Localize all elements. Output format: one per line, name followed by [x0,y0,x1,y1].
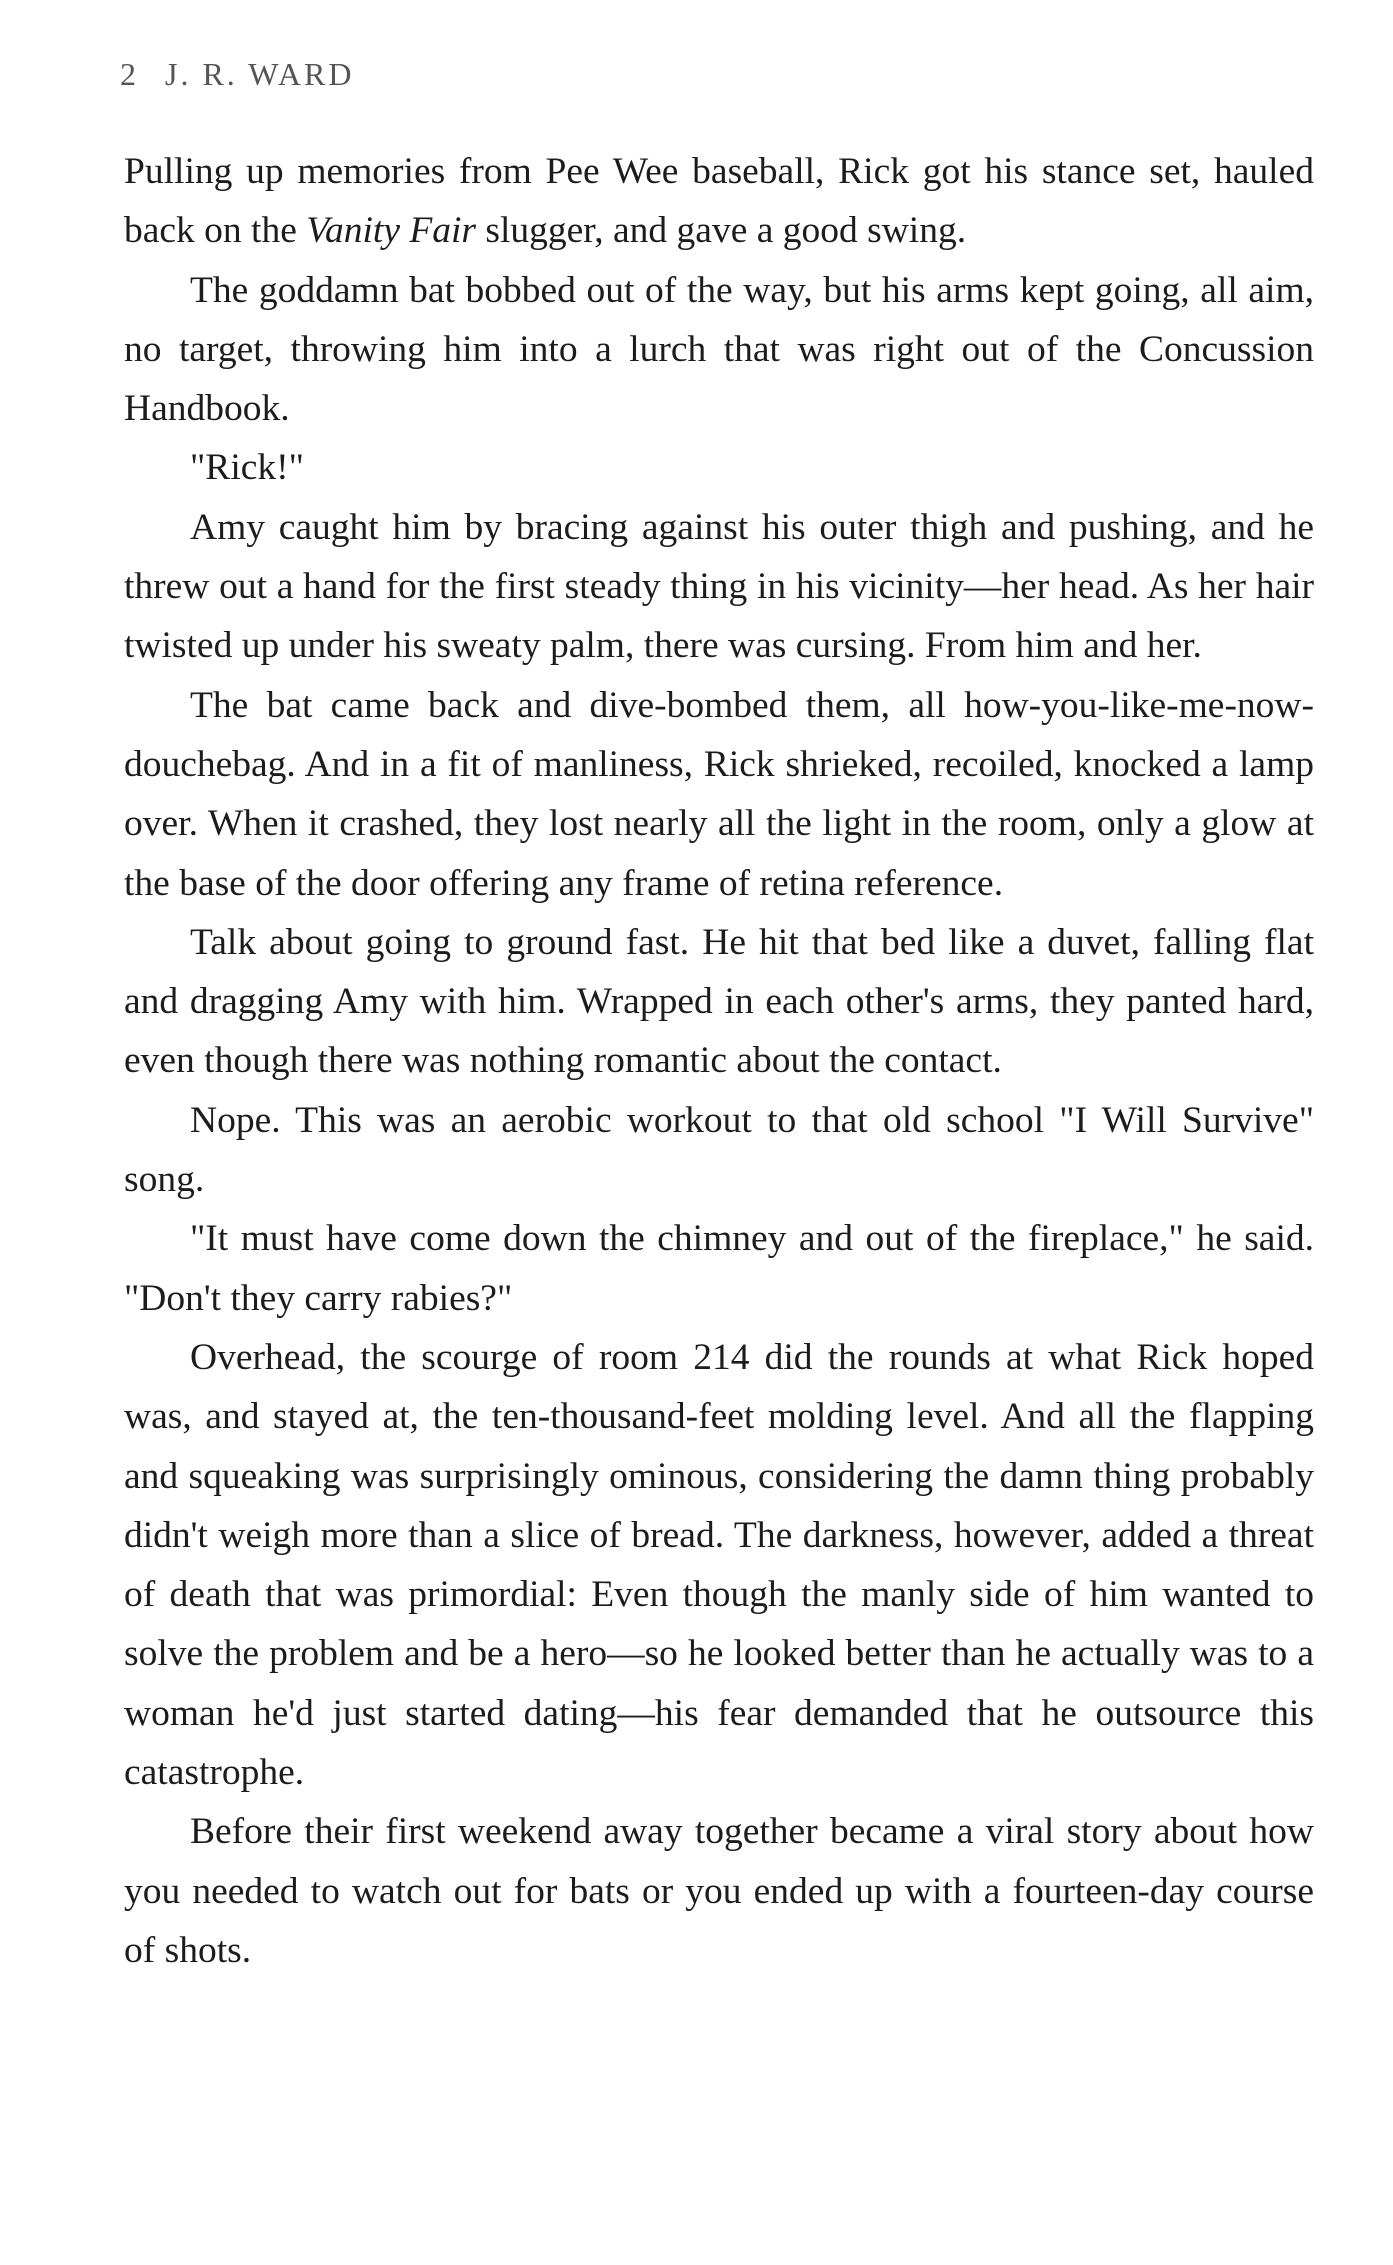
paragraph [124,1328,1314,1802]
text-segment: Nope. This was an aerobic workout to that old school "I Will Survive" song. [124,1099,1314,1201]
paragraph [124,142,1314,261]
text-segment: The bat came back and dive-bombed them, all how-you-like-me-now-douchebag. And in a fit of manliness, Rick shrieked, recoiled, knocked a lamp over. When it crashed, they lost nearly all the light in the room, only a glow at the base of the door offering any frame of retina reference. [124,684,1314,904]
paragraph [124,498,1314,676]
text-segment: Amy caught him by bracing against his outer thigh and pushing, and he threw out a hand for the first steady thing in his vicinity—her head. As her hair twisted up under his sweaty palm, there was cursing. From him and her. [124,506,1314,667]
running-head [120,56,354,93]
text-segment: The goddamn bat bobbed out of the way, but his arms kept going, all aim, no target, throwing him into a lurch that was right out of the Concussion Handbook. [124,269,1314,430]
text-segment: "Rick!" [190,447,304,489]
paragraph [124,438,1314,497]
text-segment: Before their first weekend away together became a viral story about how you needed to watch out for bats or you ended up with a fourteen-day course of shots. [124,1811,1314,1971]
page-number: 2 [120,56,139,92]
text-segment: Pulling up memories from Pee Wee baseball, Rick got his stance set, hauled back on the [124,151,1314,252]
paragraph [124,1091,1314,1210]
paragraph [124,913,1314,1091]
paragraph [124,261,1314,439]
text-segment: "It must have come down the chimney and out of the fireplace," he said. "Don't they carry rabies?" [124,1218,1314,1319]
text-segment: Overhead, the scourge of room 214 did the rounds at what Rick hoped was, and stayed at, the ten-thousand-feet molding level. And all the flapping and squeaking was surprisingly ominous, considering the damn thing probably didn't weigh more than a slice of bread. The darkness, however, added a threat of death that was primordial: Even though the manly side of him wanted to solve the problem and be a hero—so he looked better than he actually was to a woman he'd just started dating—his fear demanded that he outsource this catastrophe. [124,1336,1314,1794]
paragraph [124,676,1314,913]
text-segment: slugger, and gave a good swing. [476,210,967,252]
italic-title: Vanity Fair [306,210,477,252]
paragraph [124,1209,1314,1328]
author-name: J. R. WARD [165,56,355,92]
paragraph [124,1802,1314,1980]
text-segment: Talk about going to ground fast. He hit that bed like a duvet, falling flat and dragging Amy with him. Wrapped in each other's arms, they panted hard, even though there was nothing romantic about the contact. [124,921,1314,1082]
body-text [124,142,1314,1980]
